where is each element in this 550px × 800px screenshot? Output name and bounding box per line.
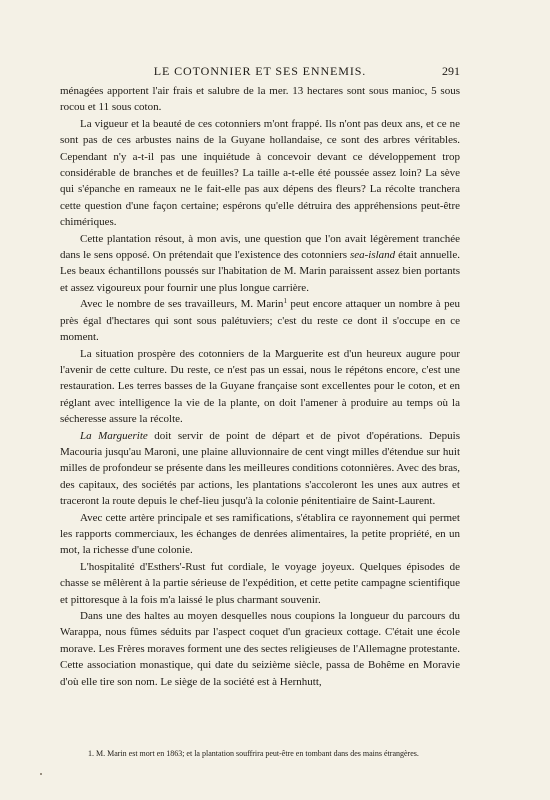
paragraph-text: Avec le nombre de ses travailleurs, M. Marin	[80, 298, 284, 311]
body-text	[60, 83, 460, 690]
paragraph-text: était annuelle. Les beaux échantillons poussés sur l'habitation de M. Marin paraissent assez bien portants et assez vigoureux pour fournir une plus longue carrière.	[60, 249, 460, 294]
paragraph: Dans une des haltes au moyen desquelles nous coupions la longueur du parcours du Warappa, nous fûmes séduits par l'aspect coquet d'un gracieux cottage. C'était une école morave. Les Frères moraves forment une des sectes religieuses de l'Allemagne protestante. Cette association monastique, qui date du seizième siècle, passa de Bohême en Moravie d'où elle tire son nom. Le siège de la société est à Hernhutt,	[60, 610, 460, 688]
page-number: 291	[442, 64, 460, 78]
paragraph-text: peut encore attaquer un nombre à peu près égal d'hectares qui sont sous palétuviers; c'est du reste ce dont il s'occupe en ce moment.	[60, 298, 460, 344]
paragraph	[60, 428, 460, 510]
footnote-marker: 1	[283, 297, 287, 306]
paragraph: L'hospitalité d'Esthers'-Rust fut cordiale, le voyage joyeux. Quelques épisodes de chasse se mêlèrent à la partie sérieuse de l'expédition, et cette petite campagne scientifique et pittoresque à la fois m'a laissé le plus charmant souvenir.	[60, 560, 460, 606]
italic-term: La Marguerite	[80, 429, 148, 442]
paragraph-text: doit servir de point de départ et de pivot d'opérations. Depuis Macouria jusqu'au Maroni, une plaine alluvionnaire de cent vingt milles d'étendue sur huit milles de profondeur se présente dans les meilleures conditions cotonnières. Avec des bras, des capitaux, des sociétés par actions, les plantations s'accoleront les unes aux autres et traceront la route depuis le chef-lieu jusqu'à la colonie pénitentiaire de Saint-Laurent.	[60, 429, 461, 508]
running-title: LE COTONNIER ET SES ENNEMIS.	[153, 64, 367, 78]
paragraph: La vigueur et la beauté de ces cotonniers m'ont frappé. Ils n'ont pas deux ans, et ce ne sont pas de ces arbustes nains de la Guyane hollandaise, ce sont des arbres véritables. Cependant n'y a-t-il pas une inquiétude à concevoir devant ce développement trop considérable de branches et de feuilles? La taille a-t-elle été poussée assez loin? La sève qui s'épanche en rameaux ne le fait-elle pas aux dépens des fleurs? La récolte tranchera cette question d'une façon certaine; espérons qu'elle détruira des appréhensions peut-être chimériques.	[60, 117, 460, 229]
paragraph: Avec cette artère principale et ses ramifications, s'établira ce rayonnement qui permet les rapports commerciaux, les échanges de denrées alimentaires, la petite propriété, en un mot, la richesse d'une colonie.	[60, 511, 460, 557]
paragraph	[60, 296, 460, 345]
paragraph-continued: ménagées apportent l'air frais et salubre de la mer. 13 hectares sont sous manioc, 5 sous rocou et 11 sous coton.	[60, 85, 460, 114]
paragraph: La situation prospère des cotonniers de la Marguerite est d'un heureux augure pour l'avenir de cette culture. Du reste, ce n'est pas un essai, nous le répétons encore, c'est une restauration. Les terres basses de la Guyane française sont excellentes pour le coton, et en réglant avec intelligence la vie de la plante, on doit l'amener à produire au temps où la sécheresse assure la récolte.	[60, 347, 460, 426]
footnote: 1. M. Marin est mort en 1863; et la plantation souffrira peut-être en tombant dans des mains étrangères.	[88, 749, 419, 758]
paper-speck	[40, 773, 42, 775]
paragraph-text: Cette plantation résout, à mon avis, une question que l'on avait légèrement tranchée dans le sens opposé. On prétendait que l'existence des cotonniers	[60, 232, 460, 262]
paragraph	[60, 231, 460, 297]
italic-term: sea-island	[349, 249, 396, 262]
